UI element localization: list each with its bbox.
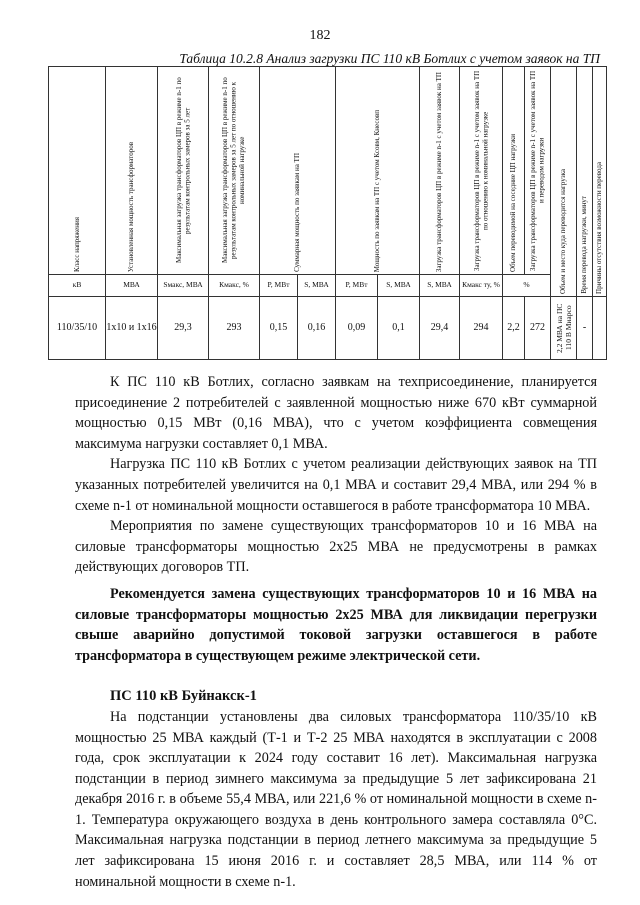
unit-cell: S, МВА <box>378 275 420 297</box>
header-cell: Максимальная загрузка трансформаторов ЦП в режиме n-1 по результатам контрольных замеров за 5 лет <box>158 67 209 275</box>
recommendation-paragraph: Рекомендуется замена существующих трансформаторов 10 и 16 МВА на силовые трансформаторы мощностью 2х25 МВА для ликвидации перегрузки свыше аварийно допустимой токовой загрузки оставшегося в работе трансформатора в существующем режиме электрической сети. <box>75 585 597 664</box>
cell-s2: 0,1 <box>378 297 420 360</box>
section-heading: ПС 110 кВ Буйнакск-1 <box>110 688 257 705</box>
table-caption: Таблица 10.2.8 Анализ загрузки ПС 110 кВ Ботлих с учетом заявок на ТП <box>179 51 600 66</box>
header-cell: Класс напряжения <box>49 67 106 275</box>
unit-cell: Кмакс, % <box>209 275 260 297</box>
cell-power: 1x10 и 1x16 <box>106 297 158 360</box>
unit-cell: P, МВт <box>336 275 378 297</box>
header-cell: Суммарная мощность по заявкам на ТП <box>260 67 336 275</box>
cell-s3: 29,4 <box>420 297 460 360</box>
unit-cell: P, МВт <box>260 275 298 297</box>
unit-cell: Sмакс, МВА <box>158 275 209 297</box>
paragraph: Нагрузка ПС 110 кВ Ботлих с учетом реализации действующих заявок на ТП указанных потребителей увеличится на 0,1 МВА и составит 29,4 МВА, или 294 % в схеме n-1 от номинальной мощности оставшегося в работе трансформатора 10 МВА. <box>75 456 597 514</box>
cell-reasons <box>593 297 607 360</box>
header-cell: Установленная мощность трансформаторов <box>106 67 158 275</box>
unit-cell: % <box>503 275 551 297</box>
header-cell: Мощность по заявкам на ТП с учетом Ксовм, Кнесовп <box>336 67 420 275</box>
paragraph: Мероприятия по замене существующих трансформаторов 10 и 16 МВА на силовые трансформаторы мощностью 2х25 МВА не предусмотрены в рамках действующих договоров ТП. <box>75 518 597 576</box>
unit-cell: S, МВА <box>420 275 460 297</box>
paragraph: К ПС 110 кВ Ботлих, согласно заявкам на техприсоединение, планируется присоединение 2 потребителей с заявленной мощностью ниже 670 кВт суммарной мощностью 0,15 МВт (0,16 МВА), что с учетом коэффициента совмещения максимума нагрузки составляет 0,1 МВА. <box>75 374 597 452</box>
paragraph: На подстанции установлены два силовых трансформатора 110/35/10 кВ мощностью 25 МВА каждый (Т-1 и Т-2 25 МВА находятся в эксплуатации с 2008 года, срок эксплуатации к 2024 году составит 16 лет). Максимальная нагрузка подстанции в период зимнего максимума за предыдущие 5 лет зафиксирована 21 декабря 2016 г. в объеме 55,4 МВА, или 221,6 % от номинальной мощности в схеме n-1. Температура окружающего воздуха в день контрольного замера составляла 0°С. Максимальная нагрузка подстанции в период летнего максимума за предыдущие 5 лет зафиксирована 15 июня 2016 г. и составляет 28,5 МВА, или 114 % от номинальной мощности в схеме n-1. <box>75 708 597 890</box>
header-row <box>49 67 607 275</box>
cell-load-after: 272 <box>525 297 551 360</box>
header-cell: Причины отсутствия возможности перевода <box>593 67 607 297</box>
load-analysis-table <box>48 66 607 360</box>
cell-smax: 29,3 <box>158 297 209 360</box>
cell-where: 2,2 МВА на ПС 110 В Миарсо <box>551 297 577 360</box>
header-cell: Объем переводимой на соседние ЦП нагрузки <box>503 67 525 275</box>
body-text <box>75 372 597 892</box>
cell-p2: 0,09 <box>336 297 378 360</box>
page-number: 182 <box>309 28 331 43</box>
cell-kmax: 293 <box>209 297 260 360</box>
cell-voltage: 110/35/10 <box>49 297 106 360</box>
cell-p1: 0,15 <box>260 297 298 360</box>
unit-cell: кВ <box>49 275 106 297</box>
unit-cell: Кмакс ту, % <box>460 275 503 297</box>
header-cell: Загрузка трансформаторов ЦП в режиме n-1 с учетом заявок на ТП <box>420 67 460 275</box>
table-row <box>49 297 607 360</box>
header-cell: Объем и место куда переводится нагрузка <box>551 67 577 297</box>
cell-s1: 0,16 <box>298 297 336 360</box>
header-cell: Время перевода нагрузки, минут <box>577 67 593 297</box>
unit-cell: МВА <box>106 275 158 297</box>
unit-cell: S, МВА <box>298 275 336 297</box>
header-cell: Максимальная загрузка трансформаторов ЦП в режиме n-1 по результатам контрольных замеров за 5 лет по отношению к номинальной нагрузке <box>209 67 260 275</box>
header-cell: Загрузка трансформаторов ЦП в режиме n-1 с учетом заявок на ТП по отношению к номинальной нагрузке <box>460 67 503 275</box>
header-cell: Загрузка трансформаторов ЦП в режиме n-1 с учетом заявок на ТП и переводом нагрузки <box>525 67 551 275</box>
cell-kmax-tu: 294 <box>460 297 503 360</box>
cell-time: - <box>577 297 593 360</box>
cell-transfer: 2,2 <box>503 297 525 360</box>
units-row <box>49 275 607 297</box>
